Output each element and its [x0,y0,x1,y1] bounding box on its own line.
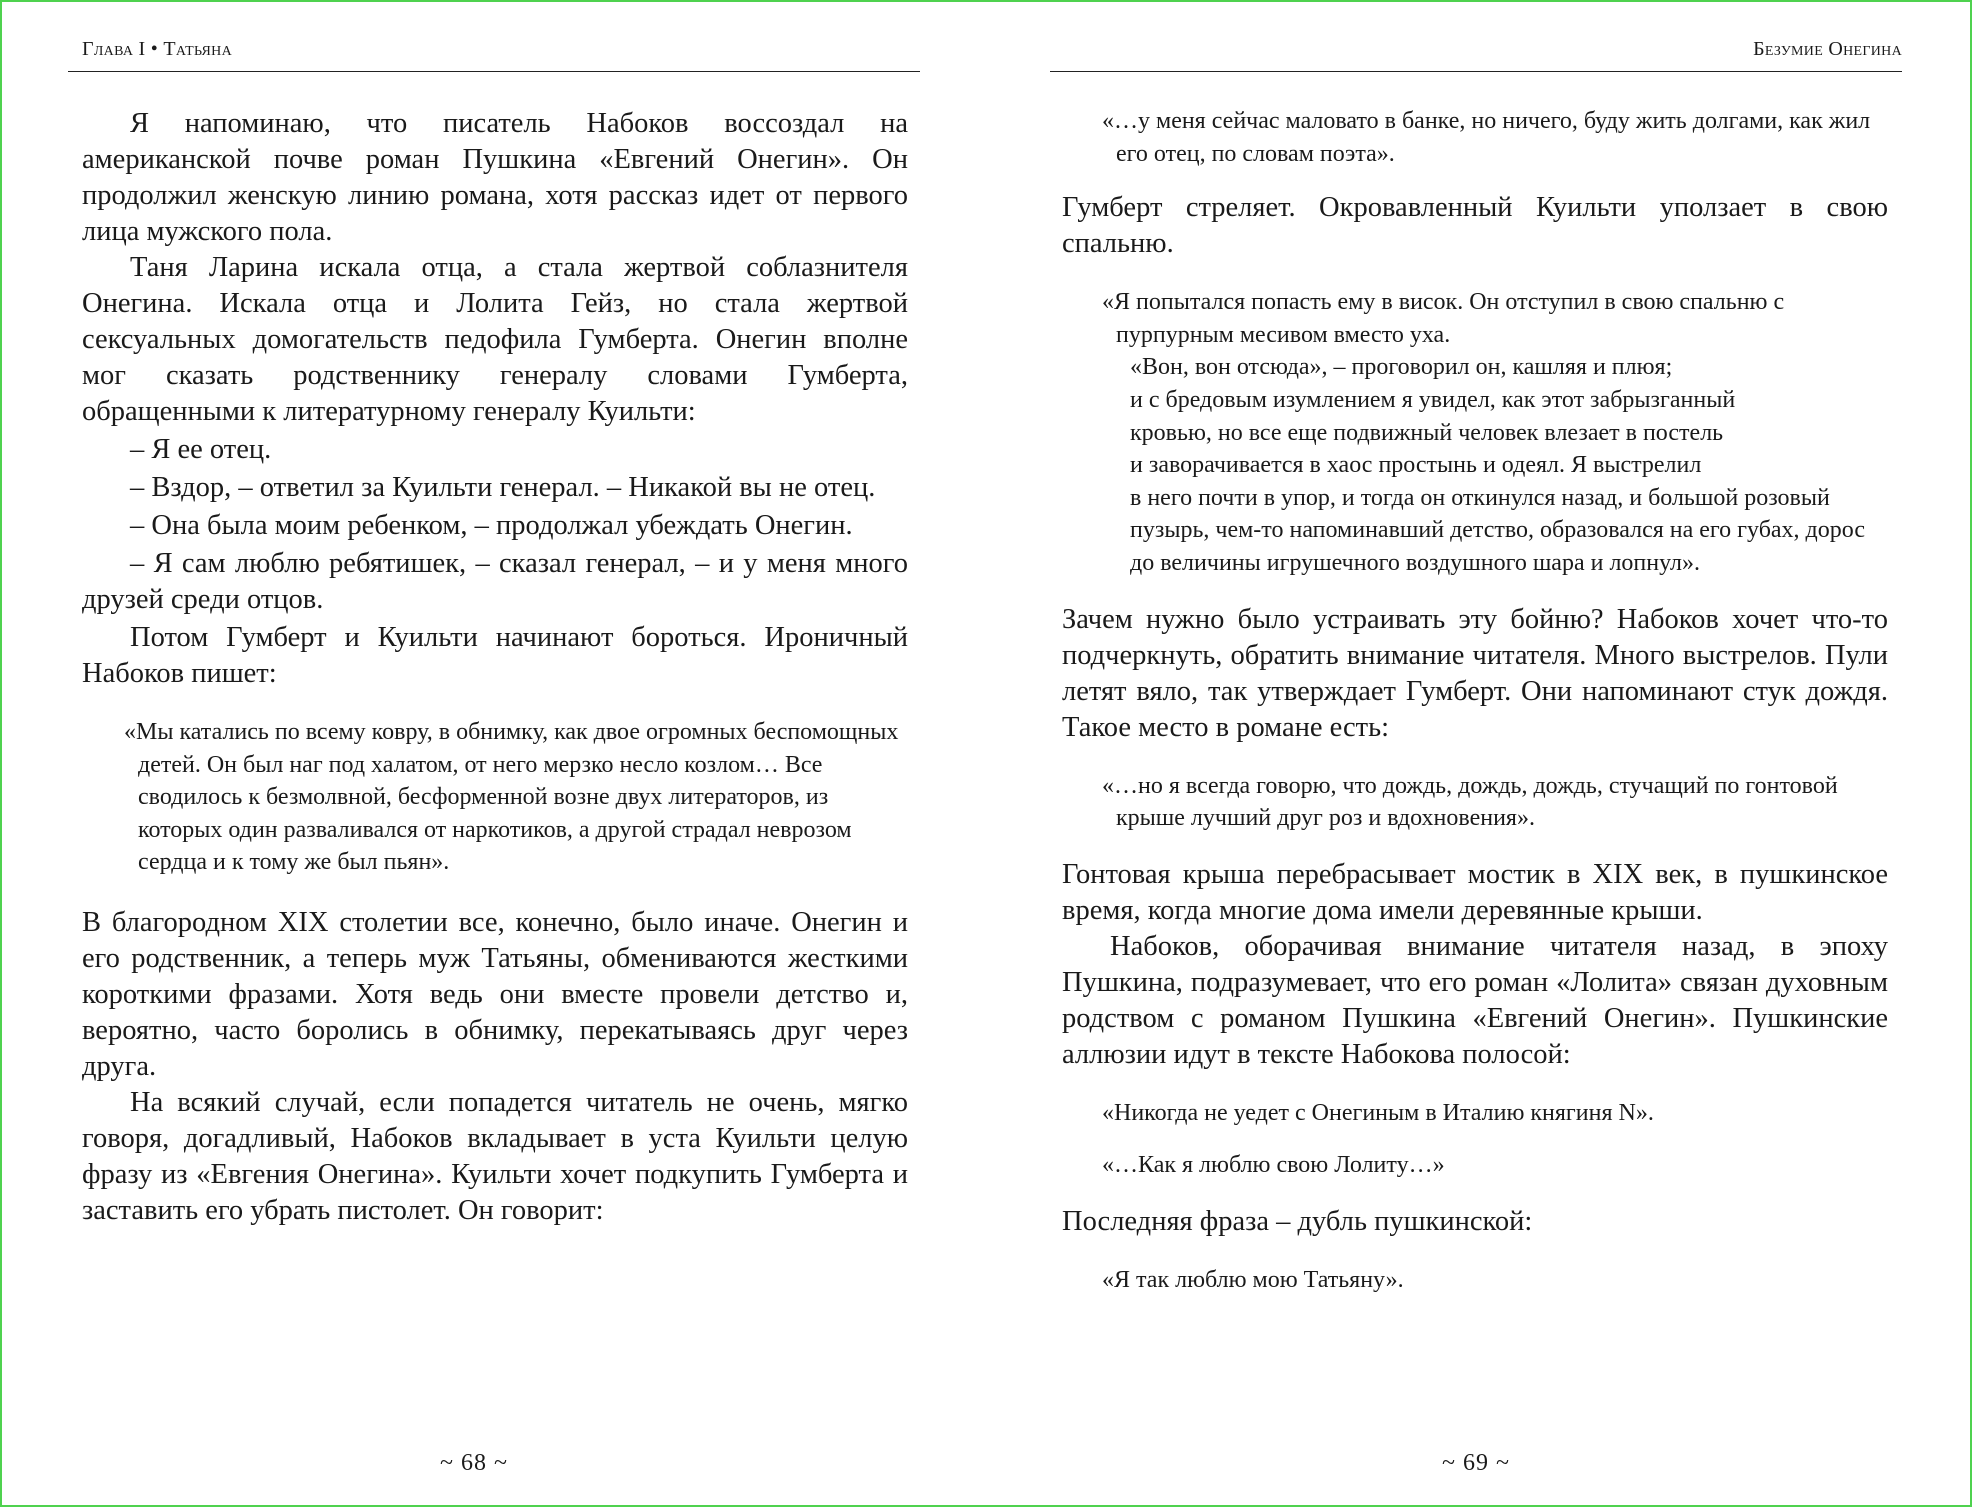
paragraph: На всякий случай, если попадется читатель не очень, мягко говоря, догадливый, Набоков вкладывает в уста Куильти целую фразу из «Евгения Онегина». Куильти хочет подкупить Гумберта и заставить его убрать пистолет. Он говорит: [82,1086,908,1226]
dialogue-line: – Она была моим ребенком, – продолжал убеждать Онегин. [130,510,853,541]
paragraph: Гонтовая крыша перебрасывает мостик в XIX век, в пушкинское время, когда многие дома имели деревянные крыши. [1062,858,1888,926]
dialogue-line: – Я сам люблю ребятишек, – сказал генерал, – и у меня много друзей среди отцов. [82,548,908,615]
quote-line: «Вон, вон отсюда», – проговорил он, кашляя и плюя; [1130,354,1673,381]
quote-text: «Я так люблю мою Татьяну». [1102,1266,1404,1293]
paragraph: Последняя фраза – дубль пушкинской: [1062,1205,1533,1237]
quote-line: в него почти в упор, и тогда он откинулся назад, и большой розовый пузырь, чем-то напоминавший детство, образовался на его губах, дорос до величины игрушечного воздушного шара и лопнул». [1130,484,1866,576]
page-number: ~ 69 ~ [1442,1450,1510,1476]
left-running-head: Глава I • Татьяна [82,38,232,60]
page-number: ~ 68 ~ [440,1450,508,1476]
block-quote [82,716,908,879]
quote-text: «Мы катались по всему ковру, в обнимку, как двое огромных беспомощных детей. Он был наг под халатом, от него мерзко несло козлом… Все сводилось к безмолвной, бесформенной возне двух литераторов, из которых один разваливался от наркотиков, а другой страдал неврозом сердца и к тому же был пьян». [124,719,899,876]
block-quote [1062,770,1888,835]
quote-text: «…у меня сейчас маловато в банке, но ничего, буду жить долгами, как жил его отец, по словам поэта». [1102,108,1871,167]
block-quote [1062,1264,1888,1297]
paragraph: Таня Ларина искала отца, а стала жертвой соблазнителя Онегина. Искала отца и Лолита Гейз, но стала жертвой сексуальных домогательств педофила Гумберта. Онегин вполне мог сказать родственнику генералу словами Гумберта, обращенными к литературному генералу Куильти: [82,252,908,427]
quote-text: «…Как я люблю свою Лолиту…» [1102,1152,1445,1179]
block-quote [1062,286,1888,579]
quote-line: и заворачивается в хаос простынь и одеял. Я выстрелил [1130,452,1702,479]
block-quote [1062,105,1888,170]
left-page-content [82,106,908,1229]
paragraph: Набоков, оборачивая внимание читателя назад, в эпоху Пушкина, подразумевает, что его роман «Лолита» связан духовным родством с романом Пушкина «Евгений Онегин». Пушкинские аллюзии идут в тексте Набокова полосой: [1062,930,1888,1070]
right-page [1050,0,1902,1507]
block-quote [1062,1149,1888,1182]
dialogue-line: – Вздор, – ответил за Куильти генерал. – Никакой вы не отец. [130,472,876,503]
left-page [68,0,920,1507]
block-quote [1062,1097,1888,1130]
right-page-content [1062,105,1888,1319]
dialogue-line: – Я ее отец. [130,434,272,465]
paragraph: В благородном XIX столетии все, конечно, было иначе. Онегин и его родственник, а теперь муж Татьяны, обмениваются жесткими короткими фразами. Хотя ведь они вместе провели детство и, вероятно, часто боролись в обнимку, перекатываясь друг через друга. [82,906,908,1082]
quote-line: кровью, но все еще подвижный человек влезает в постель [1130,419,1724,446]
quote-line: «Я попытался попасть ему в висок. Он отступил в свою спальню с пурпурным месивом вместо уха. [1102,289,1785,348]
left-header-rule [68,71,920,72]
right-running-head: Безумие Онегина [1753,38,1902,60]
paragraph: Гумберт стреляет. Окровавленный Куильти уползает в свою спальню. [1062,192,1888,260]
quote-text: «Никогда не уедет с Онегиным в Италию княгиня N». [1102,1099,1654,1126]
paragraph: Зачем нужно было устраивать эту бойню? Набоков хочет что-то подчеркнуть, обратить внимание читателя. Много выстрелов. Пули летят вяло, так утверждает Гумберт. Они напоминают стук дождя. Такое место в романе есть: [1062,603,1888,743]
right-header-rule [1050,71,1902,72]
paragraph: Потом Гумберт и Куильти начинают бороться. Ироничный Набоков пишет: [82,622,908,689]
quote-line: и с бредовым изумлением я увидел, как этот забрызганный [1130,386,1736,413]
paragraph: Я напоминаю, что писатель Набоков воссоздал на американской почве роман Пушкина «Евгений Онегин». Он продолжил женскую линию романа, хотя рассказ идет от первого лица мужского пола. [82,108,908,247]
quote-text: «…но я всегда говорю, что дождь, дождь, дождь, стучащий по гонтовой крыше лучший друг роз и вдохновения». [1102,772,1838,832]
